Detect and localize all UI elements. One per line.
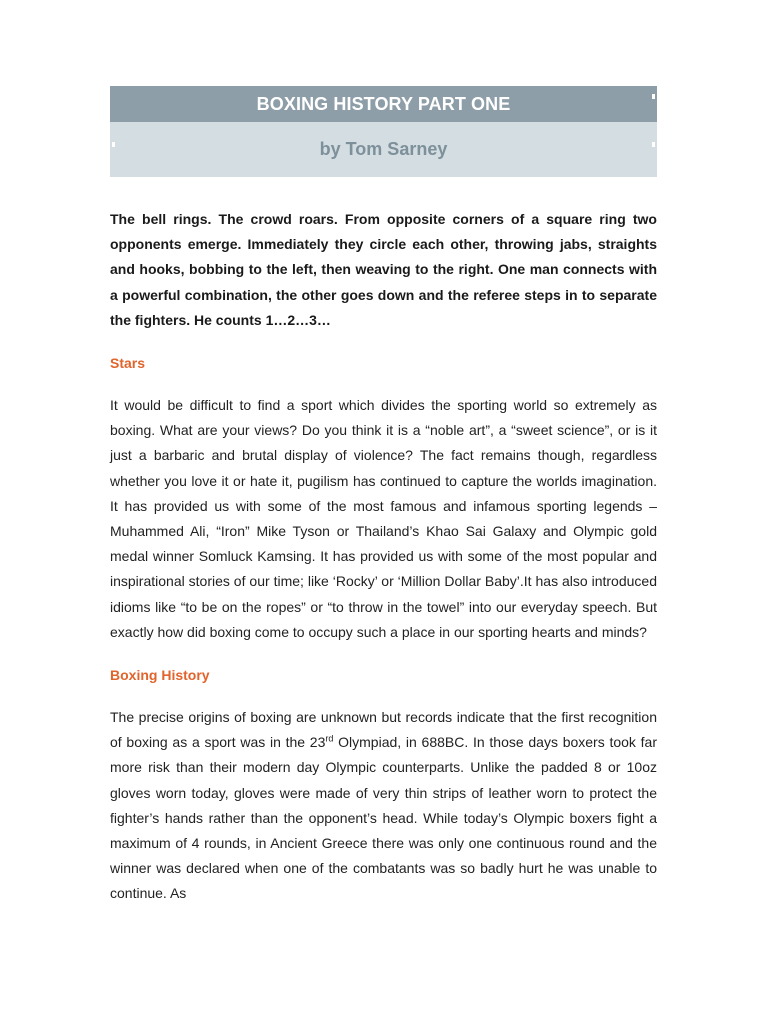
corner-marker <box>652 94 655 99</box>
stars-paragraph: It would be difficult to find a sport which divides the sporting world so extremely as boxing. What are your views? Do you think it is a “noble art”, a “sweet science”, or is it just a barbaric and brutal display of violence? The fact remains though, regardless whether you love it or hate it, pugilism has continued to capture the worlds imagination. It has provided us with some of the most famous and infamous sporting legends – Muhammed Ali, “Iron” Mike Tyson or Thailand’s Khao Sai Galaxy and Olympic gold medal winner Somluck Kamsing. It has provided us with some of the most popular and inspirational stories of our time; like ‘Rocky’ or ‘Million Dollar Baby’.It has also introduced idioms like “to be on the ropes” or “to throw in the towel” into our everyday speech. But exactly how did boxing come to occupy such a place in our sporting hearts and minds? <box>110 397 657 640</box>
intro-paragraph: The bell rings. The crowd roars. From opposite corners of a square ring two opponents emerge. Immediately they circle each other, throwing jabs, straights and hooks, bobbing to the left, then weaving to the right. One man connects with a powerful combination, the other goes down and the referee steps in to separate the fighters. He counts 1…2…3… <box>110 211 657 328</box>
article-header <box>110 86 657 177</box>
history-text-part1: The precise origins of boxing are unknown but records indicate that the first recognition of boxing as a sport was in the 23 <box>110 709 657 751</box>
byline-bar <box>110 122 657 177</box>
section-heading-boxing-history: Boxing History <box>110 667 210 684</box>
history-text-part2: Olympiad, in 688BC. In those days boxers took far more risk than their modern day Olympic counterparts. Unlike the padded 8 or 10oz gloves worn today, gloves were made of very thin strips of leather worn to protect the fighter’s hands rather than the opponent’s head. While today’s Olympic boxers fight a maximum of 4 rounds, in Ancient Greece there was only one continuous round and the winner was declared when one of the combatants was so badly hurt he was unable to continue. As <box>110 734 658 902</box>
section-heading-stars: Stars <box>110 355 146 372</box>
article-title: BOXING HISTORY PART ONE <box>256 93 511 114</box>
ordinal-suffix: rd <box>325 733 334 744</box>
title-bar <box>110 86 657 122</box>
article-body <box>110 207 657 907</box>
boxing-history-paragraph <box>110 705 657 907</box>
corner-marker <box>652 142 655 147</box>
article-byline: by Tom Sarney <box>319 139 448 159</box>
corner-marker <box>112 142 115 147</box>
